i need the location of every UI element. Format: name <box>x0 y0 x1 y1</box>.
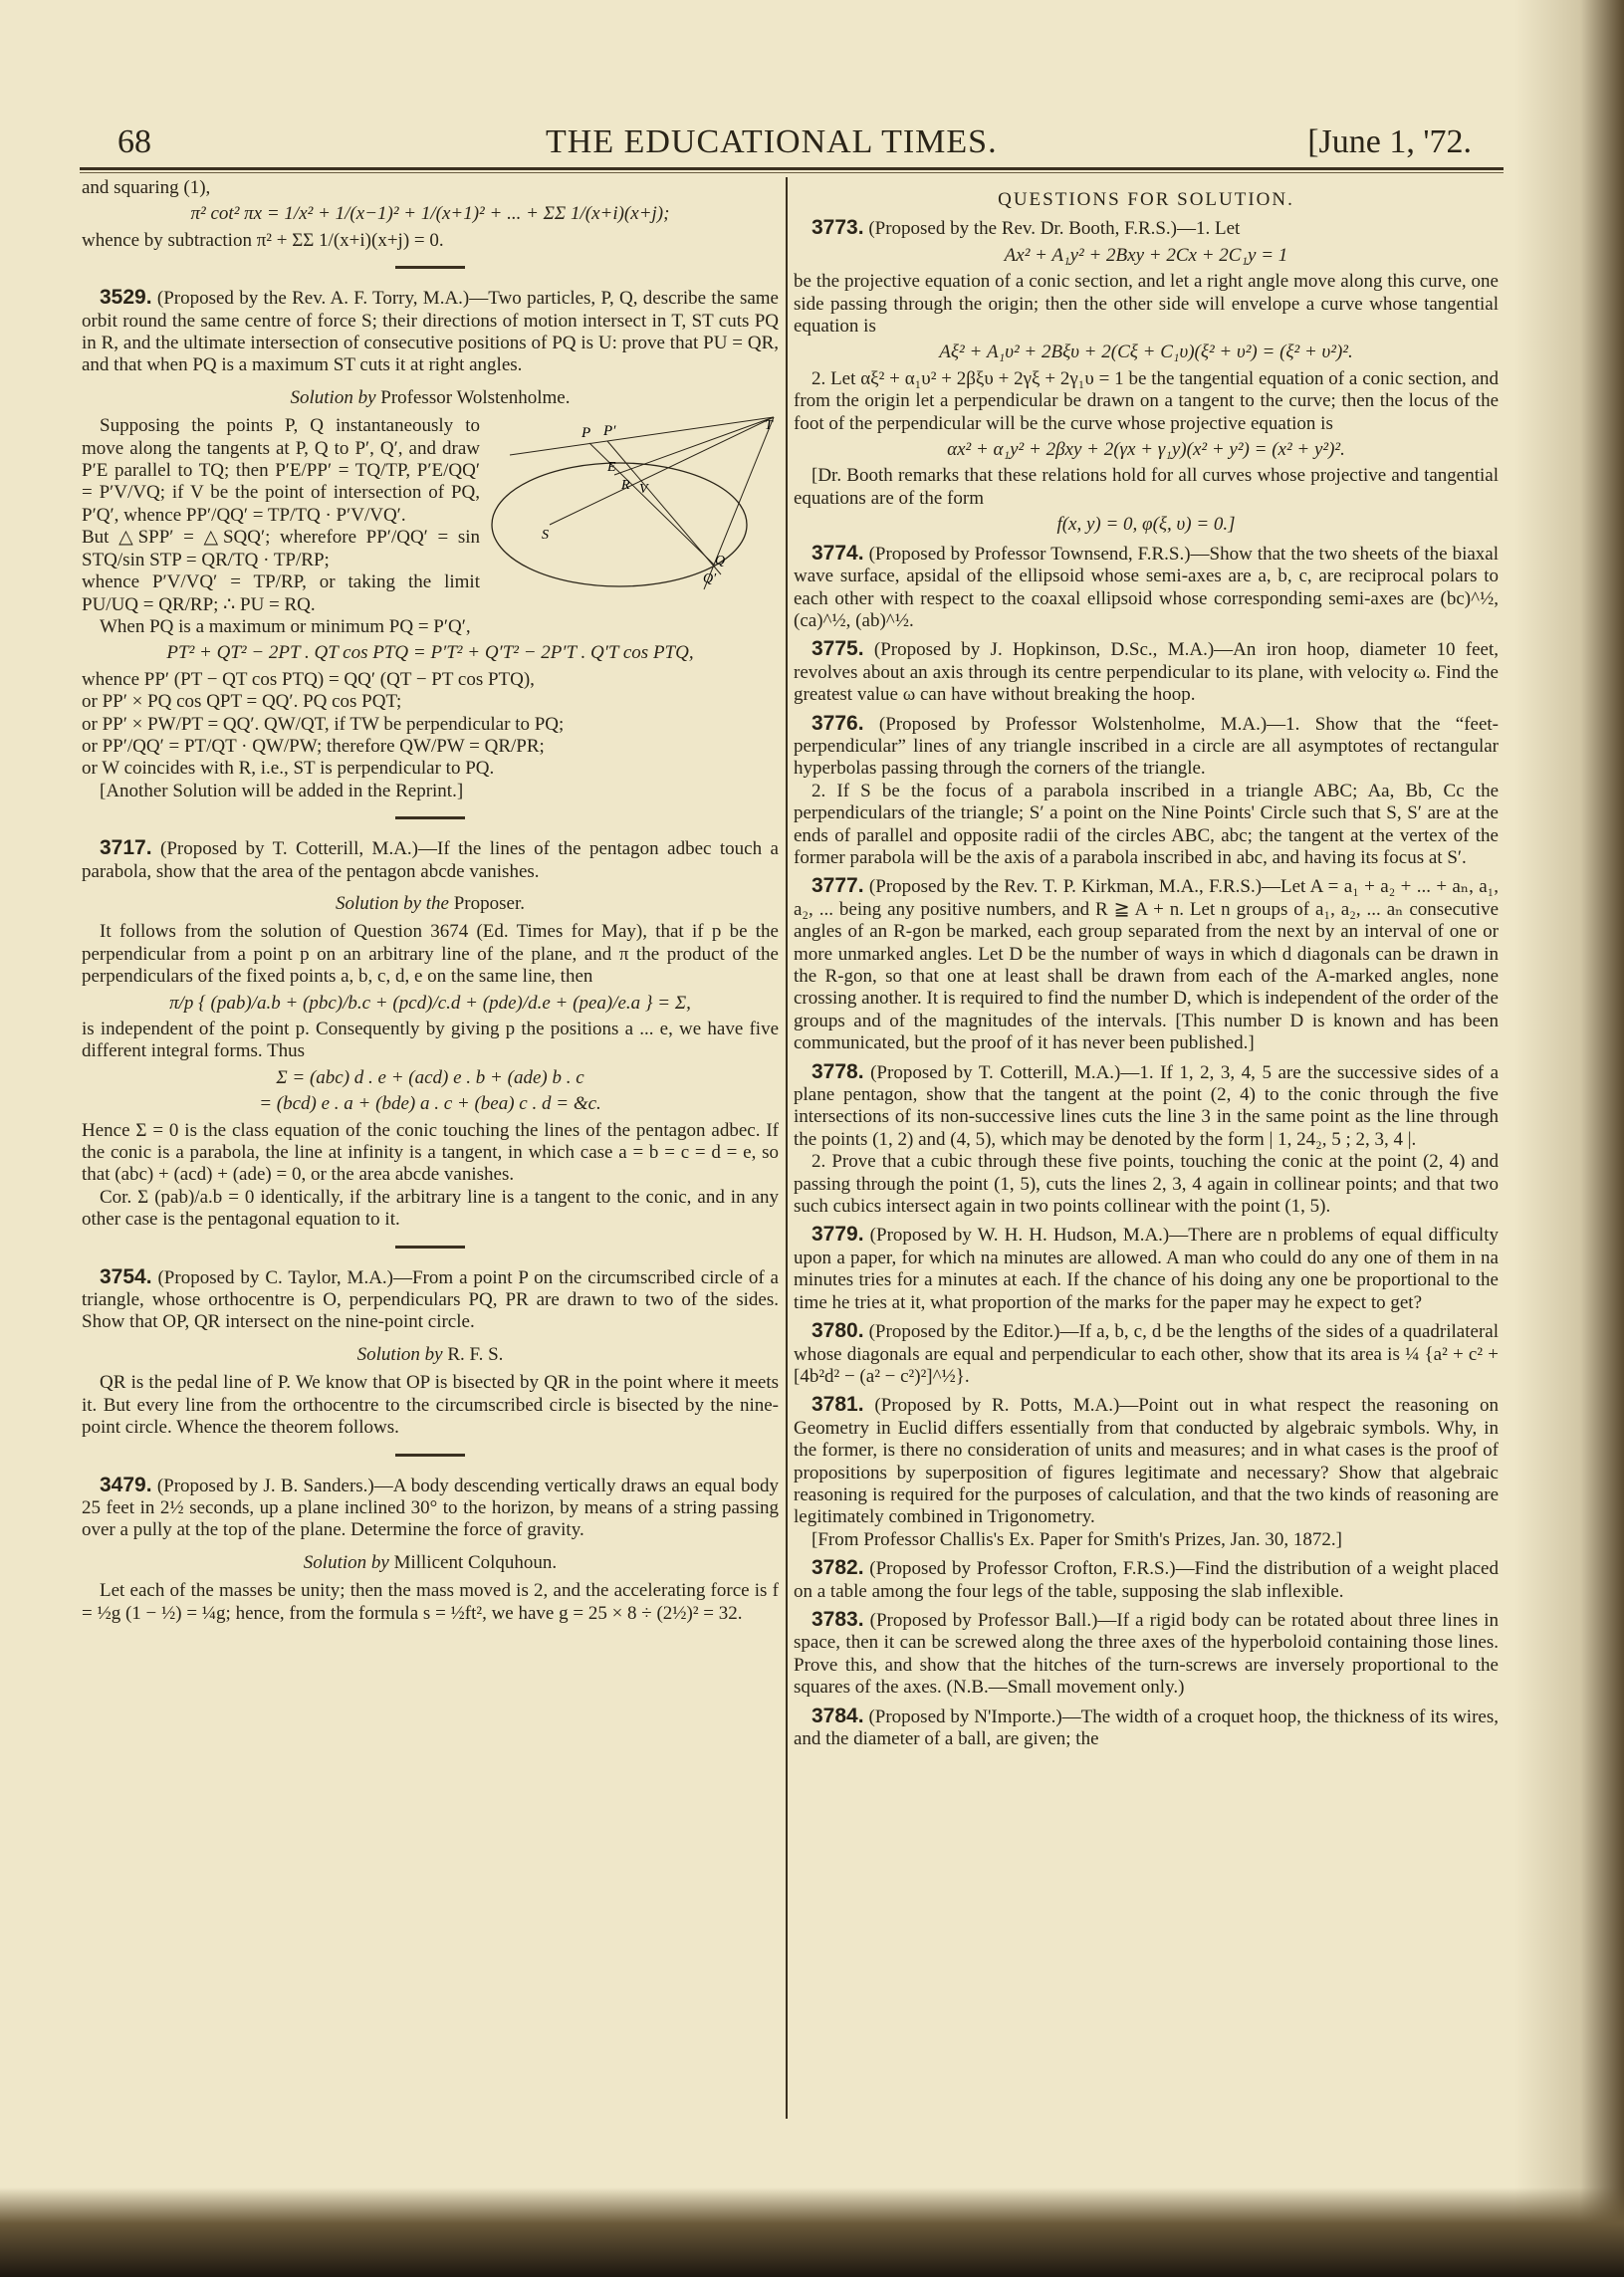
section-heading: QUESTIONS FOR SOLUTION. <box>998 189 1294 210</box>
text-paragraph: Supposing the points P, Q instantaneously to move along the tangents at P, Q to P′, Q′, and draw P′E parallel to TQ; then P′E/PP′ = TQ/TP, P′E/QQ′ = P′V/VQ; if V be the point of intersection of PQ, P′Q′, whence PP′/QQ′ = TP/TQ · P′V/VQ′. <box>82 415 480 526</box>
question-number: 3774. <box>812 541 864 565</box>
solver-name: Millicent Colquhoun. <box>388 1551 558 1573</box>
section-rule <box>395 816 465 819</box>
text-paragraph: or PP′/QQ′ = PT/QT · QW/PW; therefore QW/PW = QR/PR; <box>82 735 545 757</box>
question-paragraph <box>82 1266 779 1334</box>
equation: f(x, y) = 0, φ(ξ, υ) = 0.] <box>1056 514 1236 536</box>
question-paragraph <box>794 875 1499 1054</box>
text-paragraph: whence by subtraction π² + ΣΣ 1/(x+i)(x+j) = 0. <box>82 229 444 251</box>
equation: Aξ² + A₁υ² + 2Bξυ + 2(Cξ + C₁υ)(ξ² + υ²) = (ξ² + υ²)². <box>939 342 1353 363</box>
question-text: (Proposed by Professor Townsend, F.R.S.)—Show that the two sheets of the biaxal wave surface, apsidal of the ellipsoid whose semi-axes are a, b, c, are reciprocal polars to each other with respect to the coaxal ellipsoid whose corresponding semi-axes are (bc)^½, (ca)^½, (ab)^½. <box>794 543 1499 631</box>
question-number: 3777. <box>812 874 864 898</box>
solution-by-label: Solution by the <box>336 892 449 914</box>
question-number: 3779. <box>812 1223 864 1247</box>
page-binding-shadow <box>1514 0 1624 2277</box>
text-paragraph: Let each of the masses be unity; then the mass moved is 2, and the accelerating force is f = ½g (1 − ½) = ¼g; hence, from the formula s = ½ft², we have g = 25 × 8 ÷ (2½)² = 32. <box>82 1580 779 1624</box>
question-paragraph <box>794 217 1499 240</box>
question-number: 3717. <box>100 836 152 860</box>
text-paragraph: or W coincides with R, i.e., ST is perpendicular to PQ. <box>82 758 495 780</box>
journal-title: THE EDUCATIONAL TIMES. <box>546 123 998 160</box>
equation: = (bcd) e . a + (bde) a . c + (bea) c . d = &c. <box>259 1093 601 1115</box>
line-pe <box>614 417 774 475</box>
question-text: (Proposed by T. Cotterill, M.A.)—1. If 1, 2, 3, 4, 5 are the successive sides of a plane pentagon, show that the tangent at the point (2, 4) to the conic through the five intersections of its non-successive lines cuts the line 3 in the same point as the line through the points (1, 2) and (4, 5), which may be denoted by the form | 1, 24₂, 5 ; 2, 3, 4 |. <box>794 1061 1499 1150</box>
question-number: 3784. <box>812 1704 864 1727</box>
question-number: 3479. <box>100 1473 152 1496</box>
text-paragraph: It follows from the solution of Question 3674 (Ed. Times for May), that if p be the perpendicular from a point p on an arbitrary line of the plane, and π the product of the perpendiculars of the fixed points a, b, c, d, e on the same line, then <box>82 921 779 988</box>
page-header <box>117 117 1472 167</box>
question-number: 3754. <box>100 1264 152 1288</box>
question-paragraph <box>82 837 779 883</box>
question-number: 3782. <box>812 1556 864 1580</box>
text-paragraph: [Dr. Booth remarks that these relations hold for all curves whose projective and tangential equations are of the form <box>794 465 1499 509</box>
solution-heading <box>82 893 779 915</box>
question-paragraph <box>794 713 1499 781</box>
question-paragraph <box>794 1557 1499 1603</box>
question-text: (Proposed by the Rev. A. F. Torry, M.A.)—Two particles, P, Q, describe the same orbit round the same centre of force S; their directions of motion intersect in T, ST cuts PQ in R, and the ultimate intersection of consecutive positions of PQ is U: prove that PU = QR, and that when PQ is a maximum ST cuts it at right angles. <box>82 288 779 376</box>
question-text: (Proposed by T. Cotterill, M.A.)—If the lines of the pentagon adbec touch a parabola, show that the area of the pentagon abcde vanishes. <box>82 838 779 882</box>
text-paragraph: [Another Solution will be added in the Reprint.] <box>100 780 464 801</box>
text-paragraph: But △SPP′ = △SQQ′; wherefore PP′/QQ′ = sin STQ/sin STP = QR/TQ · TP/RP; <box>82 527 480 570</box>
solver-name: R. F. S. <box>442 1343 504 1365</box>
label-q-prime: Q′ <box>703 571 717 587</box>
solution-by-label: Solution by <box>290 386 376 408</box>
solution-by-label: Solution by <box>356 1343 443 1365</box>
solver-name: Proposer. <box>448 892 525 914</box>
right-column <box>794 189 1499 1750</box>
text-paragraph: whence P′V/VQ′ = TP/RP, or taking the limit PU/UQ = QR/RP; ∴ PU = RQ. <box>82 571 480 615</box>
question-text: (Proposed by W. H. H. Hudson, M.A.)—There are n problems of equal difficulty upon a paper, for which na minutes are allowed. A man who could do any one of them in na minutes tries for a minutes at each. If the chance of his doing any one be proportional to the time he tries at it, what proportion of the marks for the paper may he expect to get? <box>794 1225 1499 1313</box>
label-e: E <box>607 460 616 476</box>
text-paragraph: 2. Prove that a cubic through these five points, touching the conic at the point (2, 4) and passing through the point (1, 5), cuts the lines 2, 3, 4 again in collinear points; and that two such cubics intersect again in two points collinear with the point (1, 5). <box>794 1151 1499 1218</box>
text-paragraph: When PQ is a maximum or minimum PQ = P′Q′, <box>100 615 471 637</box>
label-s: S <box>542 528 549 544</box>
section-rule <box>395 266 465 269</box>
question-text: (Proposed by Professor Ball.)—If a rigid body can be rotated about three lines in space, then it can be screwed along the three axes of the hyperboloid containing those lines. Prove this, and show that the hitches of the turn-screws are inversely proportional to the squares of the axes. (N.B.—Small movement only.) <box>794 1609 1499 1699</box>
question-paragraph <box>82 1475 779 1542</box>
solution-heading <box>82 1344 779 1366</box>
equation: Σ = (abc) d . e + (acd) e . b + (ade) b . c <box>276 1066 584 1088</box>
question-number: 3775. <box>812 637 864 661</box>
question-number: 3773. <box>812 216 864 240</box>
header-rule-thin <box>80 172 1504 173</box>
question-paragraph <box>794 1609 1499 1700</box>
question-number: 3778. <box>812 1059 864 1083</box>
label-v: V <box>639 482 648 498</box>
equation: Ax² + A₁y² + 2Bxy + 2Cx + 2C₁y = 1 <box>1004 244 1288 266</box>
question-text: (Proposed by the Rev. T. P. Kirkman, M.A., F.R.S.)—Let A = a₁ + a₂ + ... + aₙ, a₁, a₂, ... being any positive numbers, and R ≧ A + n. Let n groups of a₁, a₂, ... aₙ consecutive angles of an R-gon be marked, each group separated from the next by an interval of one or more unmarked angles. Let D be the number of ways in which d diagonals can be drawn in the R-gon, so that one at least shall be drawn from each of the A-marked angles, none crossing another. It is required to find the number D, which is independent of the order of the groups and of the magnitudes of the intervals. [This number D is known and has been communicated, but the proof of it has never been published.] <box>794 876 1499 1054</box>
text-paragraph: be the projective equation of a conic section, and let a right angle move along this curve, one side passing through the origin; then the other side will envelope a curve whose tangential equation is <box>794 271 1499 338</box>
question-text: (Proposed by the Rev. Dr. Booth, F.R.S.)—1. Let <box>863 218 1241 240</box>
text-paragraph: whence PP′ (PT − QT cos PTQ) = QQ′ (QT − PT cos PTQ), <box>82 668 535 690</box>
section-rule <box>395 1246 465 1249</box>
solver-name: Professor Wolstenholme. <box>375 386 571 408</box>
question-text: (Proposed by R. Potts, M.A.)—Point out in what respect the reasoning on Geometry in Euclid differs essentially from that conducted by algebraic symbols. Why, in the former, is there no consideration of units and measures; and in what cases is the proof of propositions by superposition of figures legitimate and necessary? Show that algebraic reasoning is required for the purposes of calculation, and that the two kinds of reasoning are legitimately combined in Trigonometry. <box>794 1395 1499 1528</box>
text-paragraph: Cor. Σ (pab)/a.b = 0 identically, if the arbitrary line is a tangent to the conic, and in any other case is the pentagonal equation to it. <box>82 1186 779 1231</box>
question-text: (Proposed by the Editor.)—If a, b, c, d be the lengths of the sides of a quadrilateral whose diagonals are equal and perpendicular to each other, show that its area is ¼ {a² + c² + [4b²d² − (a² − c²)²]^½}. <box>794 1321 1499 1387</box>
question-paragraph <box>794 1706 1499 1751</box>
question-number: 3783. <box>812 1607 864 1631</box>
equation: αx² + α₁y² + 2βxy + 2(γx + γ₁y)(x² + y²) = (x² + y²)². <box>947 439 1345 461</box>
text-paragraph: or PP′ × PQ cos QPT = QQ′. PQ cos PQT; <box>82 691 402 713</box>
question-paragraph <box>794 1224 1499 1314</box>
question-number: 3781. <box>812 1393 864 1417</box>
page-number: 68 <box>117 123 151 160</box>
question-number: 3529. <box>100 286 152 310</box>
solution-heading <box>82 387 779 409</box>
label-p: P <box>581 425 591 442</box>
text-paragraph: and squaring (1), <box>82 177 211 198</box>
text-paragraph: 2. If S be the focus of a parabola inscribed in a triangle ABC; Aa, Bb, Cc the perpendiculars of the triangle; S′ a point on the Nine Points' Circle such that S, S′ are at the ends of parallel and opposite radii of the circles ABC, abc; the tangent at the vertex of the former parabola will be the axis of a parabola inscribed in abc, and having its focus at S′. <box>794 780 1499 868</box>
chord-p-prime-q-prime <box>607 441 721 574</box>
equation: π² cot² πx = 1/x² + 1/(x−1)² + 1/(x+1)² + ... + ΣΣ 1/(x+i)(x+j); <box>190 203 670 225</box>
equation: π/p { (pab)/a.b + (pbc)/b.c + (pcd)/c.d + (pde)/d.e + (pea)/e.a } = Σ, <box>169 992 691 1014</box>
question-paragraph <box>794 638 1499 706</box>
question-paragraph <box>794 1061 1499 1152</box>
header-rule <box>80 167 1504 170</box>
solution-heading <box>82 1552 779 1574</box>
label-p-prime: P′ <box>603 423 616 440</box>
question-paragraph <box>82 287 779 377</box>
label-t: T <box>765 418 773 434</box>
label-r: R <box>621 478 630 494</box>
question-number: 3780. <box>812 1319 864 1343</box>
question-text: (Proposed by Professor Crofton, F.R.S.)—Find the distribution of a weight placed on a table among the four legs of the table, supposing the slab inflexible. <box>794 1558 1499 1602</box>
column-divider <box>786 177 788 2119</box>
issue-date: [June 1, '72. <box>1307 123 1472 160</box>
text-paragraph: or PP′ × PW/PT = QQ′. QW/QT, if TW be perpendicular to PQ; <box>82 713 565 735</box>
question-text: (Proposed by J. B. Sanders.)—A body descending vertically draws an equal body 25 feet in 2½ seconds, up a plane inclined 30° to the horizon, by means of a string passing over a pully at the top of the plane. Determine the force of gravity. <box>82 1475 779 1541</box>
orbit-ellipse <box>492 463 747 586</box>
question-paragraph <box>794 543 1499 633</box>
section-rule <box>395 1454 465 1457</box>
left-column <box>82 177 779 1625</box>
orbit-diagram <box>490 415 779 594</box>
text-paragraph: 2. Let αξ² + α₁υ² + 2βξυ + 2γξ + 2γ₁υ = 1 be the tangential equation of a conic section, and from the origin let a perpendicular be drawn on a tangent to the curve; then the locus of the foot of the perpendicular will be the curve whose projective equation is <box>794 367 1499 434</box>
equation: PT² + QT² − 2PT . QT cos PTQ = P′T² + Q′T² − 2P′T . Q′T cos PTQ, <box>166 642 694 664</box>
label-q: Q <box>715 554 726 569</box>
text-paragraph: [From Professor Challis's Ex. Paper for Smith's Prizes, Jan. 30, 1872.] <box>812 1528 1343 1550</box>
text-paragraph: is independent of the point p. Consequently by giving p the positions a ... e, we have five different integral forms. Thus <box>82 1019 779 1062</box>
solution-by-label: Solution by <box>303 1551 389 1573</box>
question-text: (Proposed by N'Importe.)—The width of a croquet hoop, the thickness of its wires, and the diameter of a ball, are given; the <box>794 1706 1499 1749</box>
question-text: (Proposed by Professor Wolstenholme, M.A.)—1. Show that the “feet-perpendicular” lines of any triangle inscribed in a circle are all asymptotes of rectangular hyperbolas passing through the corners of the triangle. <box>794 713 1499 780</box>
question-paragraph <box>794 1394 1499 1528</box>
question-number: 3776. <box>812 711 864 735</box>
question-text: (Proposed by C. Taylor, M.A.)—From a point P on the circumscribed circle of a triangle, whose orthocentre is O, perpendiculars PQ, PR are drawn to two of the sides. Show that OP, QR intersect on the nine-point circle. <box>82 1266 779 1333</box>
question-text: (Proposed by J. Hopkinson, D.Sc., M.A.)—An iron hoop, diameter 10 feet, revolves about an axis through its centre perpendicular to its plane, with velocity ω. Find the greatest value ω can have without breaking the hoop. <box>794 639 1499 706</box>
question-paragraph <box>794 1320 1499 1388</box>
text-paragraph: Hence Σ = 0 is the class equation of the conic touching the lines of the pentagon adbec. If the conic is a parabola, the line at infinity is a tangent, in which case a = b = c = d = e, so that (abc) + (acd) + (ade) = 0, or the area abcde vanishes. <box>82 1119 779 1186</box>
page-bottom-edge <box>0 2187 1624 2277</box>
text-paragraph: QR is the pedal line of P. We know that OP is bisected by QR in the point where it meets it. But every line from the orthocentre to the circumscribed circle is bisected by the nine-point circle. Whence the theorem follows. <box>82 1372 779 1439</box>
